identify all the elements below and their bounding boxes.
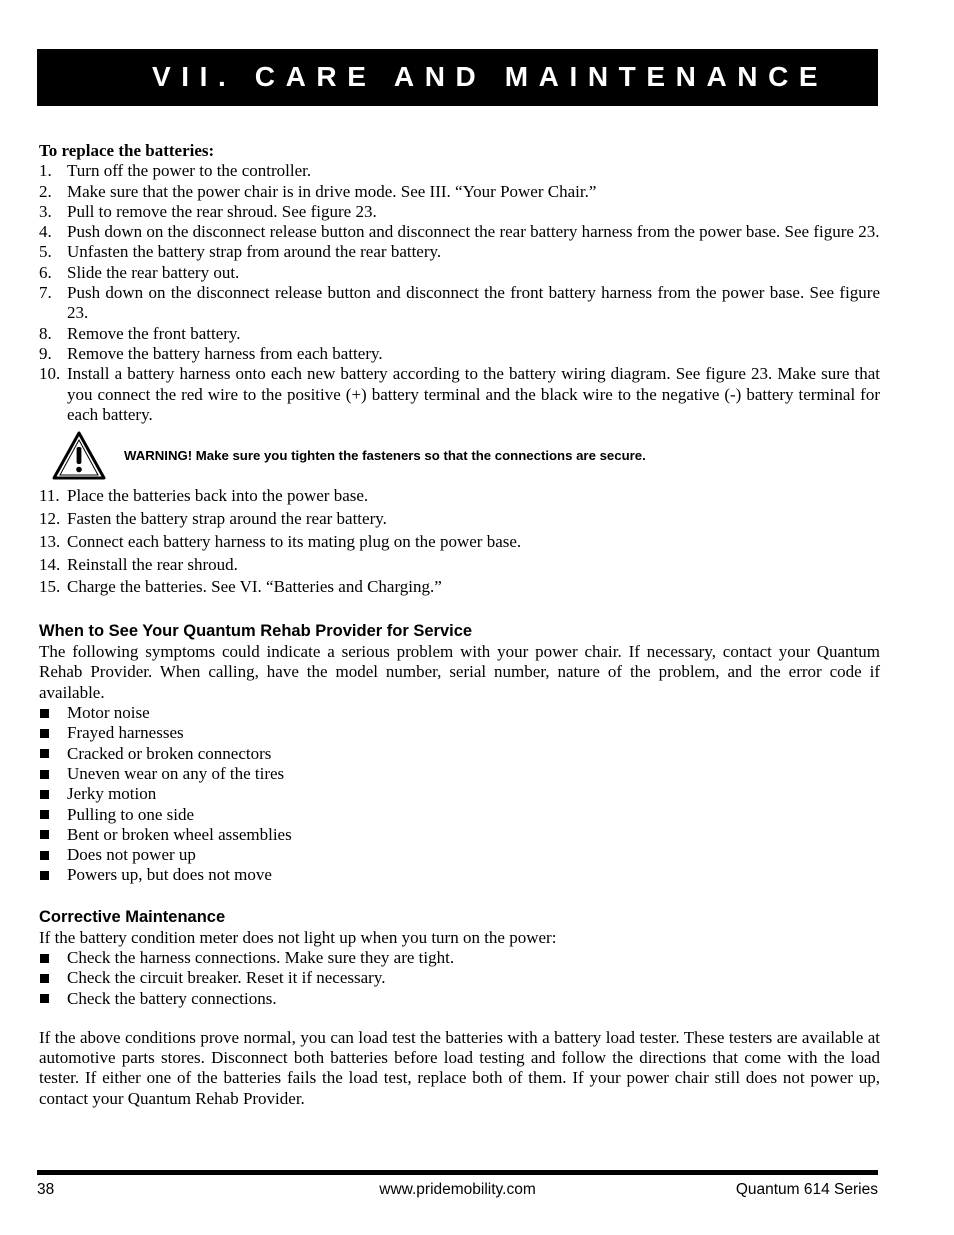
- list-item: [39, 845, 880, 865]
- step-text: Remove the front battery.: [67, 323, 241, 343]
- step-text: Push down on the disconnect release button and disconnect the front battery harness from the power base. See figure 23.: [67, 283, 880, 323]
- step-number: 1.: [39, 161, 52, 181]
- step-number: 2.: [39, 181, 52, 201]
- list-item: [39, 865, 880, 885]
- list-item: [39, 263, 880, 283]
- warning-triangle-icon: [51, 430, 107, 482]
- bullet-square-icon: [39, 830, 67, 839]
- list-item: [39, 968, 880, 988]
- step-number: 12.: [39, 508, 61, 528]
- step-number: 11.: [39, 486, 60, 506]
- bullet-square-icon: [39, 749, 67, 758]
- corrective-closing: If the above conditions prove normal, you can load test the batteries with a battery load tester. These testers are available at automotive parts stores. Disconnect both batteries before load testing and follow the directions that come with the load tester. If either one of the batteries fails the load test, replace both of them. If your power chair still does not power up, contact your Quantum Rehab Provider.: [39, 1027, 880, 1108]
- replace-steps-list: [39, 161, 880, 425]
- list-item: [39, 805, 880, 825]
- list-item: [39, 509, 880, 529]
- corrective-text: Check the circuit breaker. Reset it if necessary.: [67, 968, 386, 988]
- step-text: Install a battery harness onto each new battery according to the battery wiring diagram. See figure 23. Make sure that you connect the red wire to the positive (+) battery terminal and the black wire to the negative (-) battery terminal for each battery.: [67, 364, 880, 424]
- symptom-text: Motor noise: [67, 703, 150, 723]
- bullet-square-icon: [39, 954, 67, 963]
- corrective-list: [39, 948, 880, 1009]
- bullet-square-icon: [39, 810, 67, 819]
- step-text: Make sure that the power chair is in drive mode. See III. “Your Power Chair.”: [67, 181, 597, 201]
- replace-batteries-heading: To replace the batteries:: [39, 141, 215, 160]
- step-number: 13.: [39, 531, 61, 551]
- list-item: [39, 577, 880, 597]
- page-number: 38: [37, 1181, 55, 1198]
- list-item: [39, 486, 880, 506]
- list-item: [39, 703, 880, 723]
- list-item: [39, 784, 880, 804]
- list-item: [39, 324, 880, 344]
- bullet-square-icon: [39, 770, 67, 779]
- section-title: VII. CARE AND MAINTENANCE: [152, 61, 829, 92]
- page-content: [39, 141, 880, 1109]
- step-text: Fasten the battery strap around the rear battery.: [67, 508, 387, 528]
- list-item: [39, 182, 880, 202]
- list-item: [39, 723, 880, 743]
- corrective-text: Check the battery connections.: [67, 988, 277, 1008]
- step-text: Charge the batteries. See VI. “Batteries and Charging.”: [67, 577, 442, 597]
- step-text: Unfasten the battery strap from around the rear battery.: [67, 242, 442, 262]
- symptom-list: [39, 703, 880, 886]
- step-number: 14.: [39, 554, 61, 574]
- step-number: 7.: [39, 283, 52, 303]
- step-number: 9.: [39, 343, 52, 363]
- symptom-text: Bent or broken wheel assemblies: [67, 824, 292, 844]
- corrective-text: Check the harness connections. Make sure they are tight.: [67, 948, 455, 967]
- step-text: Remove the battery harness from each battery.: [67, 343, 383, 363]
- list-item: [39, 555, 880, 575]
- step-text: Slide the rear battery out.: [67, 262, 240, 282]
- step-number: 5.: [39, 242, 52, 262]
- bullet-square-icon: [39, 790, 67, 799]
- service-heading: When to See Your Quantum Rehab Provider for Service: [39, 622, 473, 641]
- step-text: Reinstall the rear shroud.: [67, 554, 238, 574]
- footer-rule: [37, 1170, 878, 1175]
- bullet-square-icon: [39, 974, 67, 983]
- list-item: [39, 242, 880, 262]
- symptom-text: Cracked or broken connectors: [67, 743, 272, 763]
- symptom-text: Pulling to one side: [67, 804, 195, 824]
- service-intro: The following symptoms could indicate a serious problem with your power chair. If necessary, contact your Quantum Rehab Provider. When calling, have the model number, serial number, nature of the problem, and the error code if available.: [39, 642, 880, 702]
- list-item: [39, 744, 880, 764]
- list-item: [39, 222, 880, 242]
- step-text: Push down on the disconnect release button and disconnect the rear battery harness from the power base. See figure 23.: [67, 222, 880, 242]
- warning-text: WARNING! Make sure you tighten the fasteners so that the connections are secure.: [124, 448, 646, 463]
- symptom-text: Powers up, but does not move: [67, 865, 272, 885]
- list-item: [39, 283, 880, 324]
- step-number: 4.: [39, 222, 52, 242]
- step-number: 15.: [39, 577, 61, 597]
- symptom-text: Uneven wear on any of the tires: [67, 763, 285, 783]
- step-number: 3.: [39, 201, 52, 221]
- warning-callout: [39, 427, 880, 485]
- symptom-text: Does not power up: [67, 845, 196, 865]
- replace-steps-list-continued: [39, 486, 880, 597]
- step-text: Pull to remove the rear shroud. See figure 23.: [67, 201, 377, 221]
- list-item: [39, 532, 880, 552]
- step-text: Place the batteries back into the power base.: [67, 486, 369, 506]
- bullet-square-icon: [39, 729, 67, 738]
- list-item: [39, 948, 880, 968]
- list-item: [39, 764, 880, 784]
- symptom-text: Jerky motion: [67, 784, 157, 804]
- symptom-text: Frayed harnesses: [67, 723, 184, 743]
- corrective-intro: If the battery condition meter does not light up when you turn on the power:: [39, 927, 557, 947]
- list-item: [39, 344, 880, 364]
- bullet-square-icon: [39, 851, 67, 860]
- list-item: [39, 825, 880, 845]
- section-header-bar: [37, 49, 878, 106]
- footer-url: www.pridemobility.com: [379, 1181, 536, 1198]
- footer-series: Quantum 614 Series: [735, 1181, 878, 1198]
- step-text: Connect each battery harness to its mating plug on the power base.: [67, 531, 522, 551]
- list-item: [39, 161, 880, 181]
- list-item: [39, 989, 880, 1009]
- list-item: [39, 364, 880, 425]
- bullet-square-icon: [39, 709, 67, 718]
- corrective-heading: Corrective Maintenance: [39, 907, 226, 926]
- bullet-square-icon: [39, 871, 67, 880]
- bullet-square-icon: [39, 994, 67, 1003]
- step-number: 6.: [39, 262, 52, 282]
- list-item: [39, 202, 880, 222]
- step-number: 8.: [39, 323, 52, 343]
- step-number: 10.: [39, 364, 61, 384]
- step-text: Turn off the power to the controller.: [67, 161, 312, 181]
